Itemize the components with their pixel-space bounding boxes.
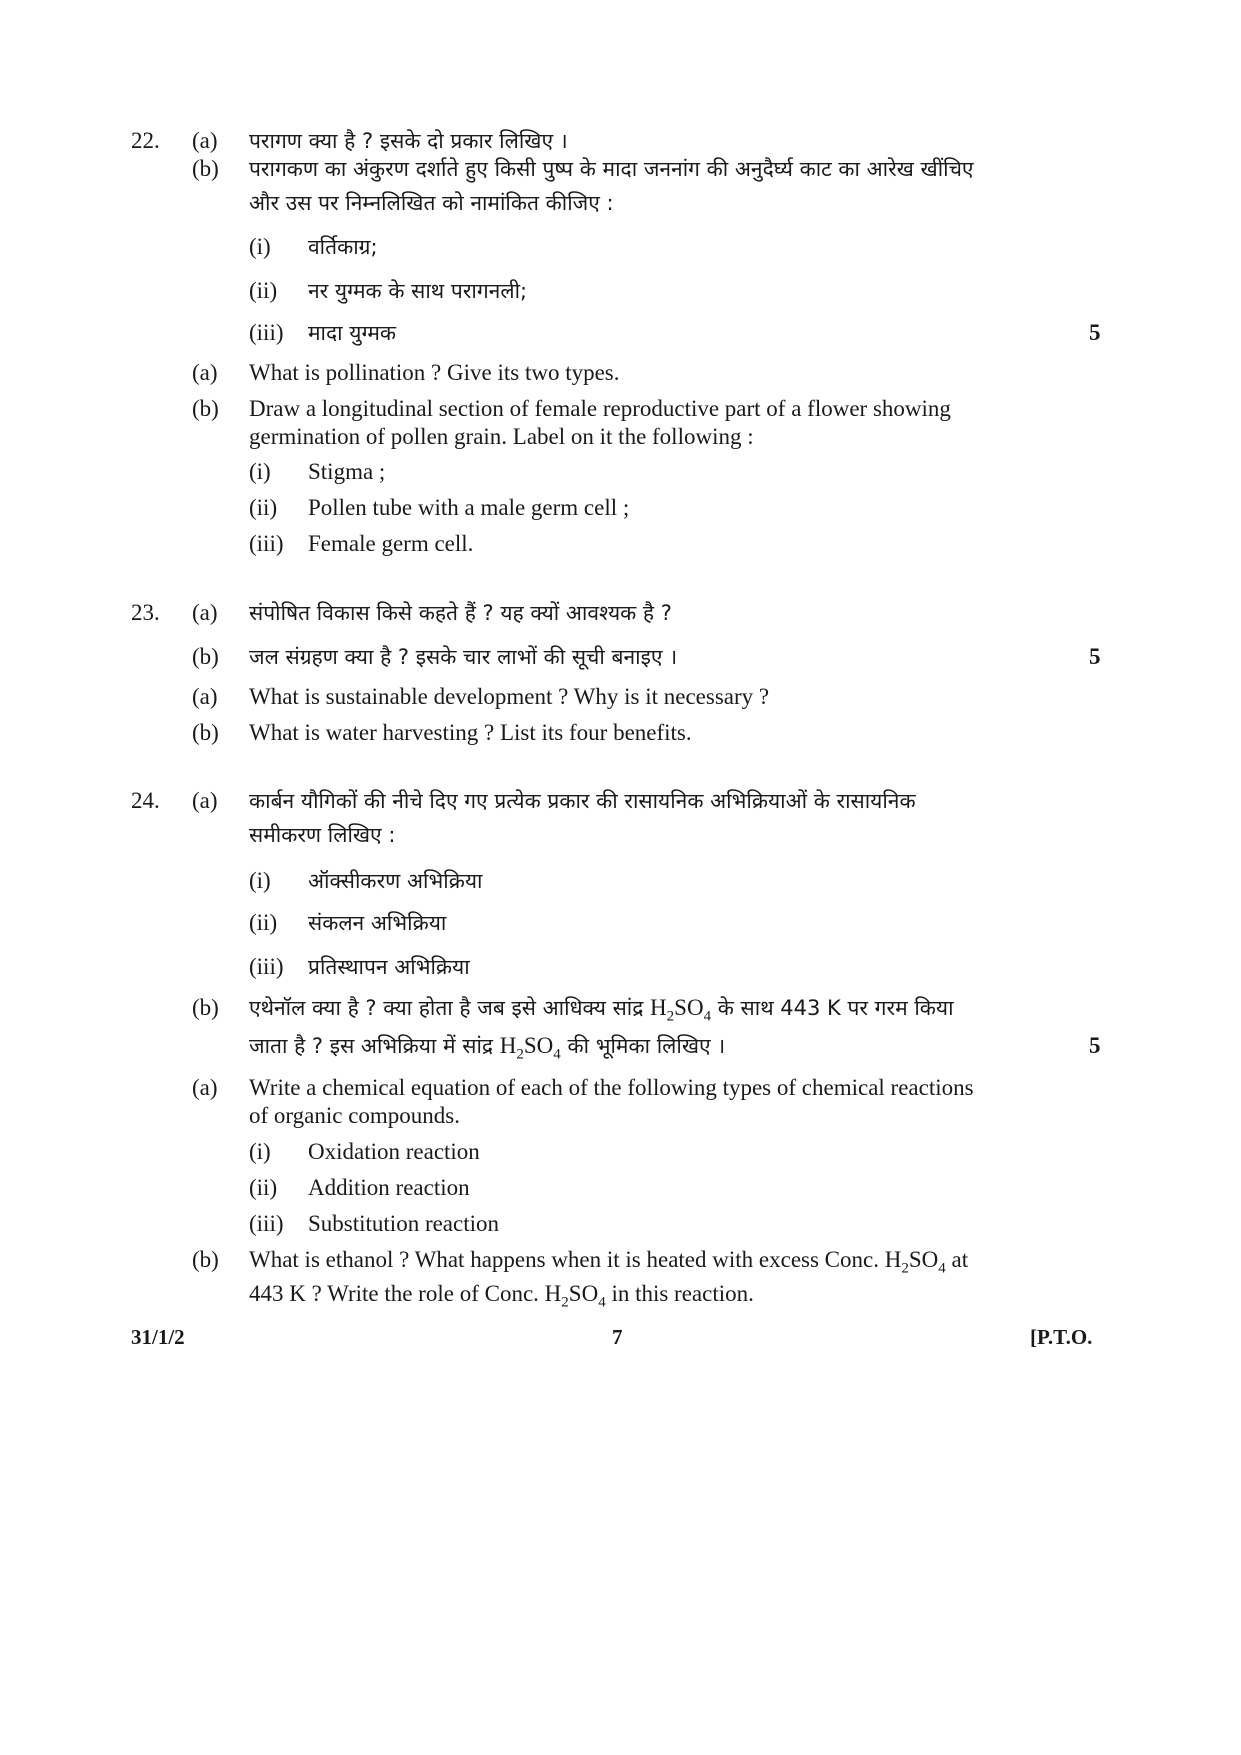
question-number: 23. <box>131 600 160 625</box>
sub-item-label: (ii) <box>249 1175 278 1200</box>
sub-item-text: संकलन अभिक्रिया <box>308 911 447 935</box>
sub-item-text: वर्तिकाग्र; <box>308 235 378 259</box>
sub-item-text: Substitution reaction <box>308 1211 500 1236</box>
sub-item-label: (ii) <box>249 278 278 303</box>
page-number: 7 <box>612 1325 623 1349</box>
marks: 5 <box>1089 1033 1101 1058</box>
question-text: जाता है ? इस अभिक्रिया में सांद्र $H_2SO_4$ की भूमिका लिखिए । <box>249 1033 726 1063</box>
sub-item-label: (ii) <box>249 495 278 520</box>
question-text: What is sustainable development ? Why is it necessary ? <box>249 684 770 709</box>
part-label: (b) <box>192 644 219 669</box>
question-text: 443 K ? Write the role of Conc. $H_2SO_4$ in this reaction. <box>249 1281 754 1311</box>
marks: 5 <box>1089 644 1101 669</box>
part-label: (b) <box>192 1247 219 1272</box>
question-text: जल संग्रहण क्या है ? इसके चार लाभों की सूची बनाइए । <box>249 645 678 669</box>
question-text: What is water harvesting ? List its four benefits. <box>249 720 692 745</box>
sub-item-text: Pollen tube with a male germ cell ; <box>308 495 630 520</box>
part-label: (a) <box>192 1075 218 1100</box>
part-label: (b) <box>192 995 219 1020</box>
part-label: (a) <box>192 788 218 813</box>
part-label: (a) <box>192 128 218 153</box>
part-label: (a) <box>192 360 218 385</box>
part-label: (a) <box>192 600 218 625</box>
sub-item-text: ऑक्सीकरण अभिक्रिया <box>308 869 483 893</box>
question-text: एथेनॉल क्या है ? क्या होता है जब इसे आधिक्य सांद्र $H_2SO_4$ के साथ 443 K पर गरम किया <box>249 995 954 1025</box>
question-text: और उस पर निम्नलिखित को नामांकित कीजिए : <box>249 191 614 215</box>
sub-item-text: Female germ cell. <box>308 531 474 556</box>
formula: $H_2SO_4$ <box>544 1281 606 1311</box>
question-number: 22. <box>131 128 160 153</box>
question-text: Write a chemical equation of each of the following types of chemical reactions <box>249 1075 974 1100</box>
sub-item-text: Addition reaction <box>308 1175 470 1200</box>
sub-item-text: नर युग्मक के साथ परागनली; <box>308 279 528 303</box>
sub-item-text: मादा युग्मक <box>308 321 397 345</box>
question-text: What is ethanol ? What happens when it is heated with excess Conc. $H_2SO_4$ at <box>249 1247 969 1277</box>
part-label: (b) <box>192 156 219 181</box>
sub-item-text: Stigma ; <box>308 459 386 484</box>
sub-item-label: (ii) <box>249 910 278 935</box>
formula: $H_2SO_4$ <box>499 1033 561 1063</box>
part-label: (b) <box>192 720 219 745</box>
sub-item-text: प्रतिस्थापन अभिक्रिया <box>308 955 470 979</box>
question-text: परागकण का अंकुरण दर्शाते हुए किसी पुष्प के मादा जननांग की अनुदैर्घ्य काट का आरेख खींचिए <box>249 157 974 181</box>
sub-item-label: (i) <box>249 234 271 259</box>
part-label: (a) <box>192 684 218 709</box>
question-text: What is pollination ? Give its two types. <box>249 360 620 385</box>
pto-label: [P.T.O. <box>1030 1325 1093 1349</box>
sub-item-label: (iii) <box>249 531 284 556</box>
question-text: कार्बन यौगिकों की नीचे दिए गए प्रत्येक प्रकार की रासायनिक अभिक्रियाओं के रासायनिक <box>249 789 916 813</box>
formula: $H_2SO_4$ <box>884 1247 946 1277</box>
question-number: 24. <box>131 788 160 813</box>
sub-item-label: (iii) <box>249 1211 284 1236</box>
marks: 5 <box>1089 320 1101 345</box>
sub-item-label: (i) <box>249 1139 271 1164</box>
sub-item-label: (iii) <box>249 954 284 979</box>
part-label: (b) <box>192 396 219 421</box>
question-text: Draw a longitudinal section of female reproductive part of a flower showing <box>249 396 951 421</box>
paper-code: 31/1/2 <box>131 1325 185 1349</box>
sub-item-label: (i) <box>249 459 271 484</box>
sub-item-label: (i) <box>249 868 271 893</box>
question-text: समीकरण लिखिए : <box>249 823 396 847</box>
formula: $H_2SO_4$ <box>650 995 712 1025</box>
question-text: संपोषित विकास किसे कहते हैं ? यह क्यों आवश्यक है ? <box>249 601 672 625</box>
question-text: परागण क्या है ? इसके दो प्रकार लिखिए । <box>249 129 568 153</box>
question-text: of organic compounds. <box>249 1103 461 1128</box>
question-text: germination of pollen grain. Label on it the following : <box>249 424 754 449</box>
sub-item-text: Oxidation reaction <box>308 1139 480 1164</box>
sub-item-label: (iii) <box>249 320 284 345</box>
